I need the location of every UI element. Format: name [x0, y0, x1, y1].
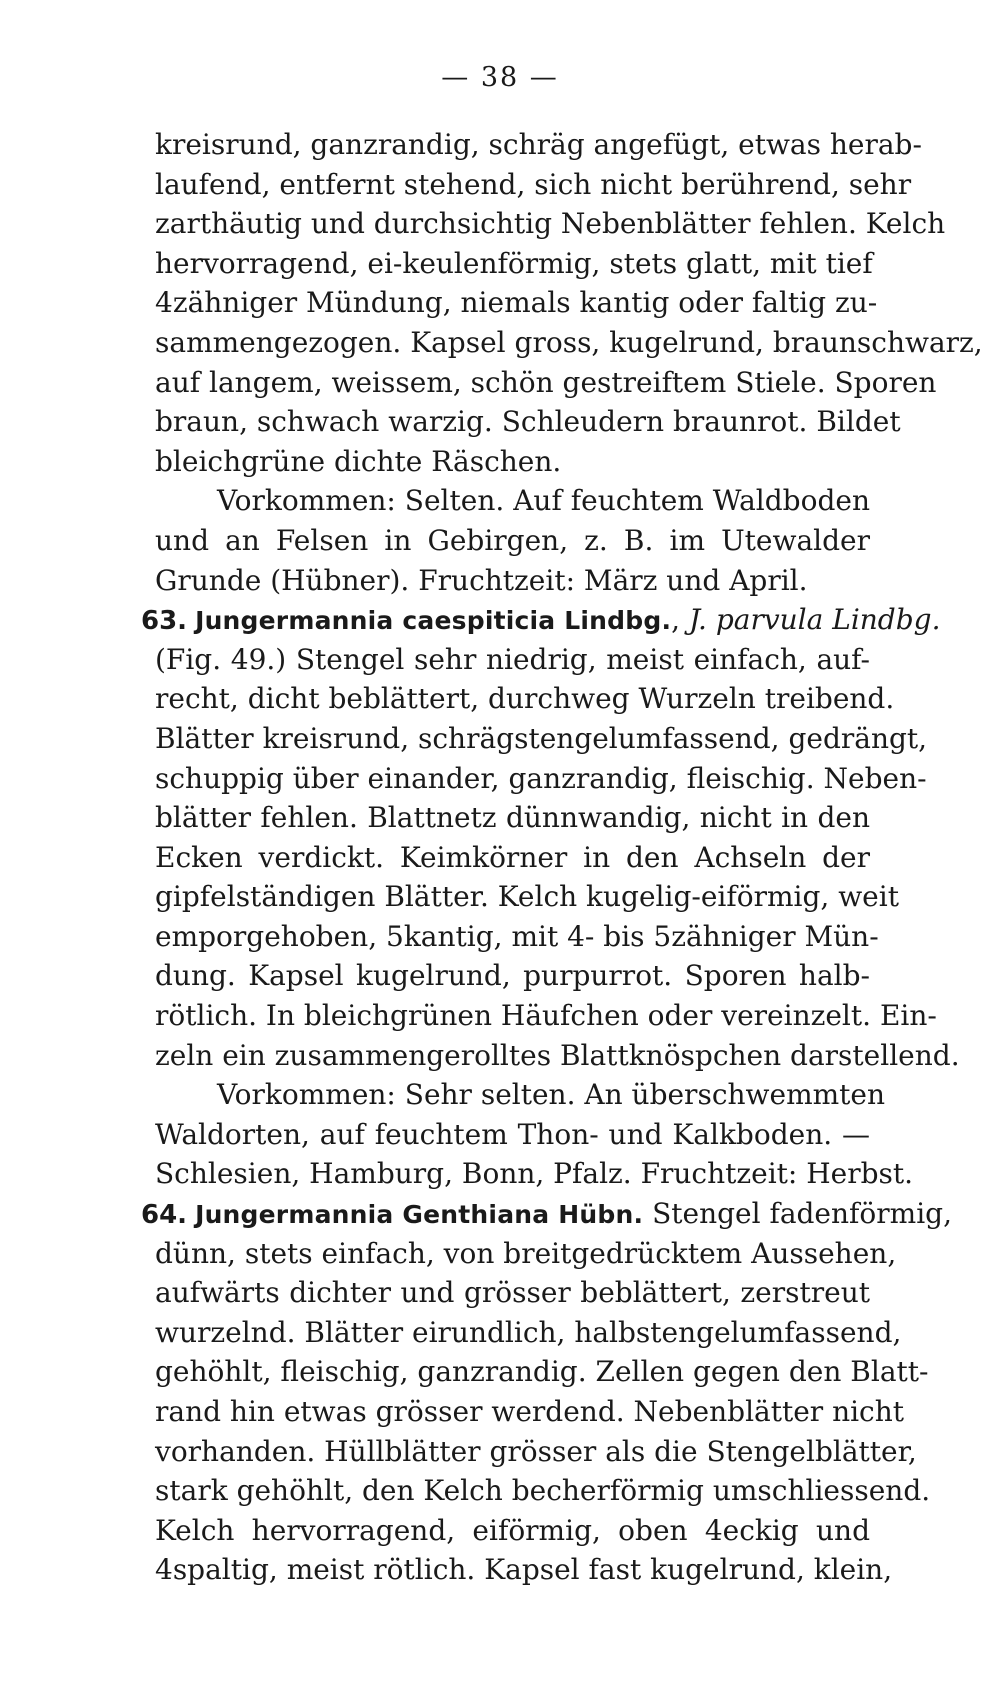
- text-line: stark gehöhlt, den Kelch becherförmig umschliessend.: [155, 1474, 931, 1508]
- text-line: Vorkommen: Sehr selten. An überschwemmten: [217, 1078, 886, 1112]
- text-line: emporgehoben, 5kantig, mit 4- bis 5zähniger Mün-: [155, 919, 879, 953]
- text-line: (Fig. 49.) Stengel sehr niedrig, meist einfach, auf-: [155, 642, 870, 676]
- text-line: vorhanden. Hüllblätter grösser als die Stengelblätter,: [155, 1434, 917, 1468]
- text-line: sammengezogen. Kapsel gross, kugelrund, braunschwarz,: [155, 325, 983, 359]
- text-line: hervorragend, ei-keulenförmig, stets glatt, mit tief: [155, 246, 873, 280]
- species-name: Jungermannia Genthiana Hübn.: [195, 1200, 644, 1230]
- text-line: kreisrund, ganzrandig, schräg angefügt, etwas herab-: [155, 128, 922, 161]
- text-line: bleichgrüne dichte Räschen.: [155, 444, 562, 478]
- text-line: rand hin etwas grösser werdend. Nebenblätter nicht: [155, 1395, 905, 1428]
- text-line: braun, schwach warzig. Schleudern braunrot. Bildet: [155, 405, 901, 439]
- text-line: blätter fehlen. Blattnetz dünnwandig, nicht in den: [155, 801, 870, 835]
- text-line: Kelch hervorragend, eiförmig, oben 4eckig und: [155, 1513, 870, 1547]
- text-line: gehöhlt, fleischig, ganzrandig. Zellen gegen den Blatt-: [155, 1355, 929, 1389]
- body-text: [141, 125, 983, 1590]
- entry-text: Stengel fadenförmig,: [652, 1197, 952, 1231]
- text-line: 4zähniger Mündung, niemals kantig oder faltig zu-: [155, 286, 878, 320]
- synonym: J. parvula Lindbg.: [688, 603, 941, 637]
- text-line: rötlich. In bleichgrünen Häufchen oder vereinzelt. Ein-: [155, 999, 937, 1033]
- text-line: Ecken verdickt. Keimkörner in den Achseln der: [155, 840, 870, 874]
- text-line: Grunde (Hübner). Fruchtzeit: März und April.: [155, 563, 808, 597]
- text-line: dung. Kapsel kugelrund, purpurrot. Sporen halb-: [155, 959, 870, 993]
- text-line: dünn, stets einfach, von breitgedrücktem Aussehen,: [155, 1236, 897, 1270]
- entry-64-heading: [141, 1194, 952, 1234]
- entry-number: 63.: [141, 606, 188, 637]
- text-line: zarthäutig und durchsichtig Nebenblätter fehlen. Kelch: [155, 207, 946, 241]
- entry-number: 64.: [141, 1200, 188, 1231]
- text-line: zeln ein zusammengerolltes Blattknöspchen darstellend.: [155, 1038, 960, 1072]
- text-line: 4spaltig, meist rötlich. Kapsel fast kugelrund, klein,: [155, 1553, 893, 1587]
- species-name: Jungermannia caespiticia Lindbg.: [195, 606, 672, 636]
- text-line: recht, dicht beblättert, durchweg Wurzeln treibend.: [155, 682, 895, 716]
- text-line: und an Felsen in Gebirgen, z. B. im Utewalder: [155, 523, 870, 557]
- text-line: aufwärts dichter und grösser beblättert, zerstreut: [155, 1276, 870, 1310]
- text-line: Blätter kreisrund, schrägstengelumfassend, gedrängt,: [155, 721, 928, 755]
- entry-63-heading: [141, 600, 941, 640]
- page-number: — 38 —: [441, 62, 559, 93]
- text-line: wurzelnd. Blätter eirundlich, halbstengelumfassend,: [155, 1315, 902, 1349]
- separator: ,: [671, 603, 689, 637]
- text-line: laufend, entfernt stehend, sich nicht berührend, sehr: [155, 167, 912, 201]
- text-line: Waldorten, auf feuchtem Thon- und Kalkboden. —: [155, 1117, 870, 1151]
- text-line: Vorkommen: Selten. Auf feuchtem Waldboden: [217, 484, 870, 518]
- text-line: gipfelständigen Blätter. Kelch kugelig-eiförmig, weit: [155, 880, 899, 914]
- text-line: Schlesien, Hamburg, Bonn, Pfalz. Fruchtzeit: Herbst.: [155, 1157, 914, 1191]
- text-line: auf langem, weissem, schön gestreiftem Stiele. Sporen: [155, 365, 937, 399]
- text-line: schuppig über einander, ganzrandig, fleischig. Neben-: [155, 761, 927, 795]
